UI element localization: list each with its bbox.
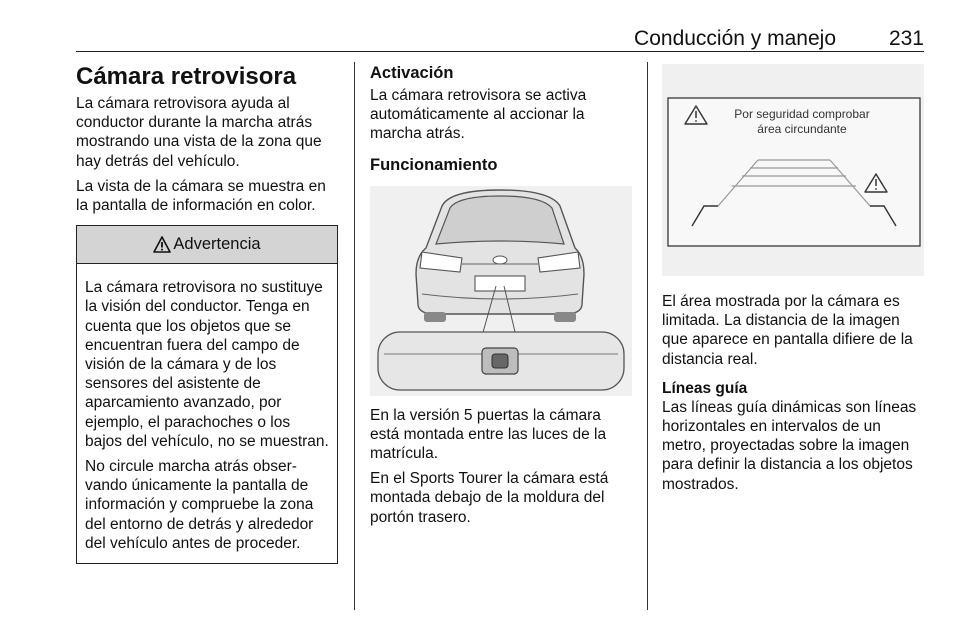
camera-display-illustration — [662, 64, 924, 276]
warning-paragraph: La cámara retrovisora no sustituye la visión del conductor. Tenga en cuenta que los objetos que se encuentran fuera del campo de visión de la cámara y de los sensores del asistente de aparcamiento avanzado, por ejemplo, el parachoches o los bajos del vehículo, no se muestran. — [85, 279, 329, 450]
warning-title: Advertencia — [173, 235, 261, 254]
warning-triangle-icon — [153, 236, 171, 253]
camera-location-paragraph: En la versión 5 puertas la cámara está montada entre las luces de la matrícula. — [370, 406, 607, 463]
screen-text-line1: Por seguridad comprobar — [734, 107, 870, 121]
page-header — [76, 26, 924, 52]
warning-header — [77, 226, 337, 264]
screen-text-line2: área circundante — [757, 122, 847, 136]
display-area-paragraph: El área mostrada por la cámara es limitada. La distancia de la imagen que aparece en pantalla difiere de la distancia real. — [662, 293, 913, 368]
sports-tourer-paragraph: En el Sports Tourer la cámara está montada debajo de la moldura del portón trasero. — [370, 470, 609, 526]
intro-paragraph: La cámara retrovisora ayuda al conductor durante la marcha atrás mostrando una vista de la zona que hay detrás del vehículo. — [76, 95, 322, 170]
page-number: 231 — [888, 27, 924, 50]
warning-box — [76, 225, 338, 564]
header-section-title: Conducción y manejo — [634, 27, 836, 50]
column-1 — [76, 62, 338, 564]
operation-heading: Funcionamiento — [370, 155, 498, 174]
guidelines-heading: Líneas guía — [662, 379, 748, 397]
column-3 — [662, 62, 924, 500]
guidelines-paragraph: Las líneas guía dinámicas son líneas horizontales en intervalos de un metro, proyectadas sobre la imagen para definir la distancia a los objetos mostrados. — [662, 398, 917, 493]
warning-body — [77, 264, 337, 563]
display-paragraph: La vista de la cámara se muestra en la pantalla de información en color. — [76, 177, 326, 215]
activation-paragraph: La cámara retrovisora se activa automáticamente al accionar la marcha atrás. — [370, 87, 587, 143]
warning-paragraph: No circule marcha atrás observando únicamente la pantalla de información y compruebe la zona del entorno de detrás y alrededor del vehículo antes de proceder. — [85, 458, 314, 552]
section-title: Cámara retrovisora — [76, 63, 297, 90]
column-divider — [354, 62, 355, 610]
column-2 — [370, 62, 632, 533]
car-rear-camera-illustration — [370, 186, 632, 396]
activation-heading: Activación — [370, 64, 454, 82]
column-divider — [647, 62, 648, 610]
